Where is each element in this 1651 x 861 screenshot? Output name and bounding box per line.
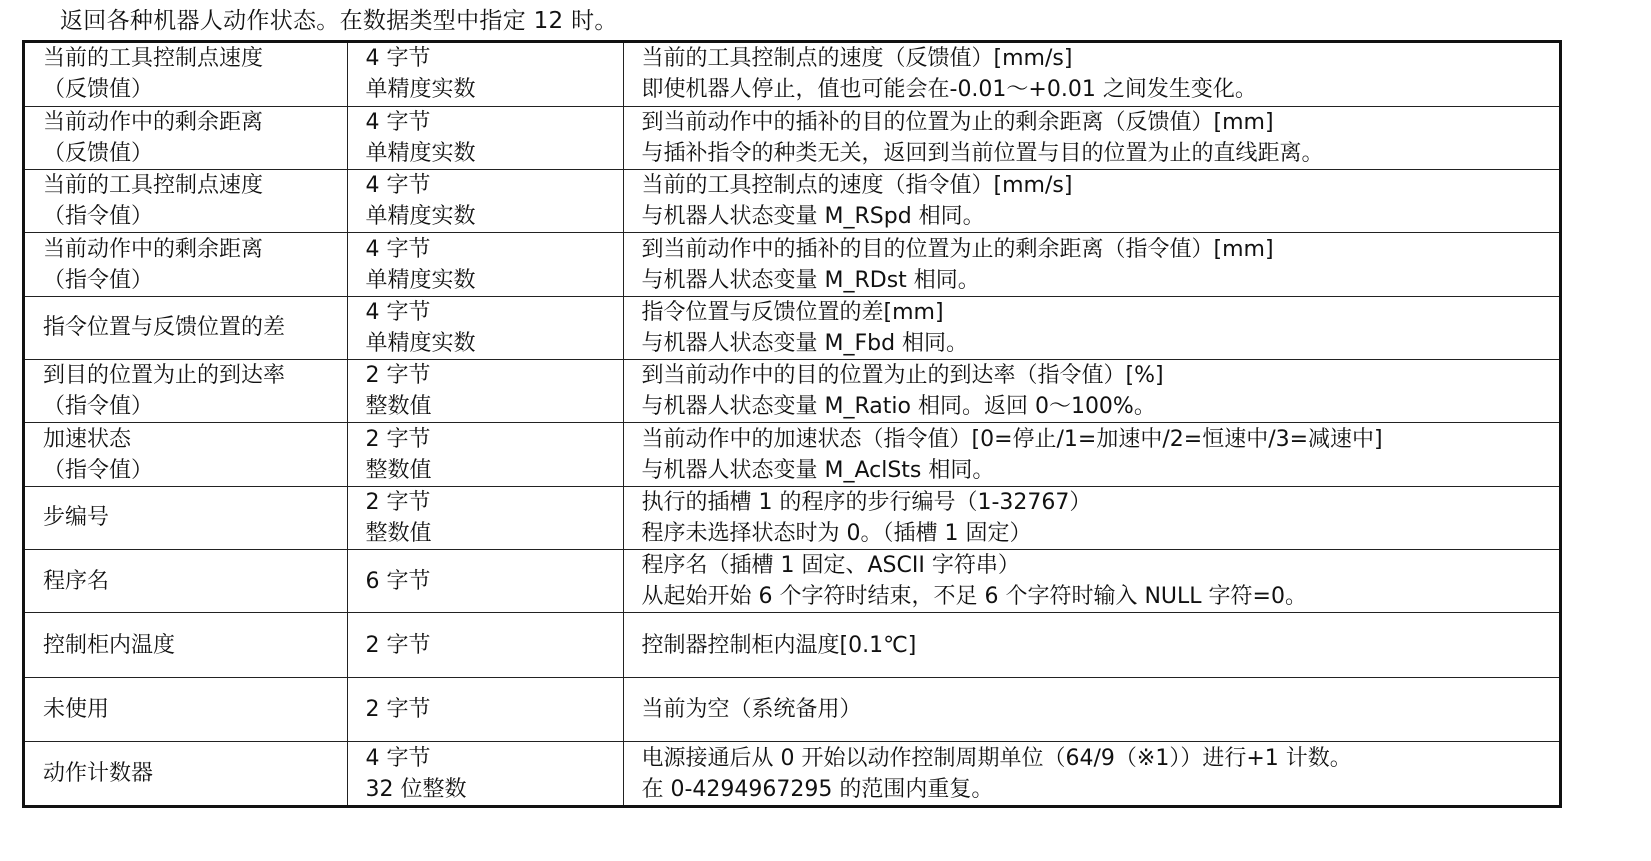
data-type-line: 4 字节 bbox=[365, 236, 431, 262]
data-type-cell bbox=[347, 677, 623, 741]
description-line: 与机器人状态变量 M_RDst 相同。 bbox=[641, 267, 980, 293]
item-name-line: 当前动作中的剩余距离 bbox=[43, 109, 264, 135]
table-row bbox=[25, 170, 1559, 233]
description-cell bbox=[623, 486, 1559, 549]
item-name-line: 加速状态 bbox=[43, 426, 132, 452]
data-type-cell bbox=[347, 423, 623, 486]
item-name-cell bbox=[25, 296, 347, 359]
description-line: 即使机器人停止，值也可能会在-0.01～+0.01 之间发生变化。 bbox=[641, 77, 1257, 103]
data-type-line: 6 字节 bbox=[365, 568, 431, 594]
data-type-line: 2 字节 bbox=[365, 489, 431, 515]
item-name-cell bbox=[25, 550, 347, 613]
data-type-cell bbox=[347, 43, 623, 106]
description-line: 电源接通后从 0 开始以动作控制周期单位（64/9（※1））进行+1 计数。 bbox=[641, 745, 1352, 771]
description-line: 当前的工具控制点的速度（反馈值）[mm/s] bbox=[641, 46, 1073, 72]
item-name-cell bbox=[25, 677, 347, 741]
table-row bbox=[25, 233, 1559, 296]
data-type-line: 单精度实数 bbox=[365, 77, 476, 103]
description-cell bbox=[623, 613, 1559, 677]
item-name-cell bbox=[25, 486, 347, 549]
item-name-cell bbox=[25, 360, 347, 423]
status-table-body bbox=[25, 43, 1559, 805]
table-row bbox=[25, 486, 1559, 549]
item-name-line: （反馈值） bbox=[43, 77, 154, 103]
item-name-line: （指令值） bbox=[43, 204, 154, 230]
description-cell bbox=[623, 742, 1559, 805]
description-line: 到当前动作中的目的位置为止的到达率（指令值）[%] bbox=[641, 363, 1164, 389]
description-cell bbox=[623, 423, 1559, 486]
item-name-line: （反馈值） bbox=[43, 140, 154, 166]
item-name-cell bbox=[25, 170, 347, 233]
item-name-line: 当前的工具控制点速度 bbox=[43, 173, 264, 199]
data-type-line: 32 位整数 bbox=[365, 776, 467, 802]
description-line: 从起始开始 6 个字符时结束，不足 6 个字符时输入 NULL 字符=0。 bbox=[641, 584, 1307, 610]
description-line: 指令位置与反馈位置的差[mm] bbox=[641, 299, 944, 325]
data-type-cell bbox=[347, 486, 623, 549]
intro-text: 返回各种机器人动作状态。在数据类型中指定 12 时。 bbox=[60, 8, 618, 34]
table-row bbox=[25, 106, 1559, 169]
status-table bbox=[22, 40, 1562, 808]
description-cell bbox=[623, 677, 1559, 741]
item-name-line: 未使用 bbox=[43, 696, 110, 722]
data-type-cell bbox=[347, 296, 623, 359]
item-name-line: （指令值） bbox=[43, 394, 154, 420]
item-name-cell bbox=[25, 423, 347, 486]
data-type-line: 2 字节 bbox=[365, 363, 431, 389]
description-line: 与机器人状态变量 M_AclSts 相同。 bbox=[641, 457, 995, 483]
data-type-line: 2 字节 bbox=[365, 632, 431, 658]
description-cell bbox=[623, 550, 1559, 613]
description-cell bbox=[623, 360, 1559, 423]
description-line: 与插补指令的种类无关，返回到当前位置与目的位置为止的直线距离。 bbox=[641, 140, 1324, 166]
data-type-line: 4 字节 bbox=[365, 299, 431, 325]
description-line: 到当前动作中的插补的目的位置为止的剩余距离（反馈值）[mm] bbox=[641, 109, 1274, 135]
data-type-line: 单精度实数 bbox=[365, 140, 476, 166]
item-name-line: 到目的位置为止的到达率 bbox=[43, 363, 286, 389]
table-row bbox=[25, 613, 1559, 677]
item-name-line: （指令值） bbox=[43, 457, 154, 483]
description-line: 与机器人状态变量 M_RSpd 相同。 bbox=[641, 204, 985, 230]
item-name-line: 指令位置与反馈位置的差 bbox=[43, 315, 286, 341]
item-name-line: 当前的工具控制点速度 bbox=[43, 46, 264, 72]
data-type-line: 单精度实数 bbox=[365, 330, 476, 356]
description-line: 程序名（插槽 1 固定、ASCII 字符串） bbox=[641, 553, 1020, 579]
item-name-line: 动作计数器 bbox=[43, 761, 154, 787]
data-type-line: 整数值 bbox=[365, 520, 432, 546]
item-name-line: （指令值） bbox=[43, 267, 154, 293]
item-name-line: 当前动作中的剩余距离 bbox=[43, 236, 264, 262]
table-row bbox=[25, 677, 1559, 741]
data-type-line: 整数值 bbox=[365, 394, 432, 420]
description-cell bbox=[623, 106, 1559, 169]
data-type-line: 4 字节 bbox=[365, 46, 431, 72]
description-line: 与机器人状态变量 M_Ratio 相同。返回 0～100%。 bbox=[641, 394, 1156, 420]
data-type-line: 2 字节 bbox=[365, 426, 431, 452]
item-name-cell bbox=[25, 106, 347, 169]
description-line: 程序未选择状态时为 0。（插槽 1 固定） bbox=[641, 520, 1032, 546]
data-type-line: 4 字节 bbox=[365, 745, 431, 771]
data-type-cell bbox=[347, 233, 623, 296]
description-line: 与机器人状态变量 M_Fbd 相同。 bbox=[641, 330, 969, 356]
table-row bbox=[25, 423, 1559, 486]
data-type-line: 整数值 bbox=[365, 457, 432, 483]
description-line: 控制器控制柜内温度[0.1℃] bbox=[641, 632, 917, 658]
data-type-line: 4 字节 bbox=[365, 173, 431, 199]
description-line: 当前为空（系统备用） bbox=[641, 696, 862, 722]
data-type-line: 单精度实数 bbox=[365, 204, 476, 230]
description-cell bbox=[623, 43, 1559, 106]
data-type-cell bbox=[347, 106, 623, 169]
description-line: 当前的工具控制点的速度（指令值）[mm/s] bbox=[641, 173, 1073, 199]
table-row bbox=[25, 360, 1559, 423]
item-name-line: 步编号 bbox=[43, 505, 110, 531]
table-row bbox=[25, 550, 1559, 613]
description-line: 到当前动作中的插补的目的位置为止的剩余距离（指令值）[mm] bbox=[641, 236, 1274, 262]
description-line: 执行的插槽 1 的程序的步行编号（1-32767） bbox=[641, 489, 1092, 515]
description-line: 在 0-4294967295 的范围内重复。 bbox=[641, 776, 994, 802]
data-type-cell bbox=[347, 613, 623, 677]
item-name-cell bbox=[25, 742, 347, 805]
data-type-line: 4 字节 bbox=[365, 109, 431, 135]
data-type-cell bbox=[347, 550, 623, 613]
description-cell bbox=[623, 170, 1559, 233]
item-name-cell bbox=[25, 613, 347, 677]
item-name-line: 控制柜内温度 bbox=[43, 632, 176, 658]
table-row bbox=[25, 43, 1559, 106]
description-cell bbox=[623, 233, 1559, 296]
data-type-line: 2 字节 bbox=[365, 696, 431, 722]
data-type-cell bbox=[347, 360, 623, 423]
item-name-cell bbox=[25, 233, 347, 296]
table-row bbox=[25, 296, 1559, 359]
description-line: 当前动作中的加速状态（指令值）[0=停止/1=加速中/2=恒速中/3=减速中] bbox=[641, 426, 1383, 452]
item-name-line: 程序名 bbox=[43, 568, 110, 594]
data-type-line: 单精度实数 bbox=[365, 267, 476, 293]
item-name-cell bbox=[25, 43, 347, 106]
table-row bbox=[25, 742, 1559, 805]
data-type-cell bbox=[347, 742, 623, 805]
description-cell bbox=[623, 296, 1559, 359]
data-type-cell bbox=[347, 170, 623, 233]
